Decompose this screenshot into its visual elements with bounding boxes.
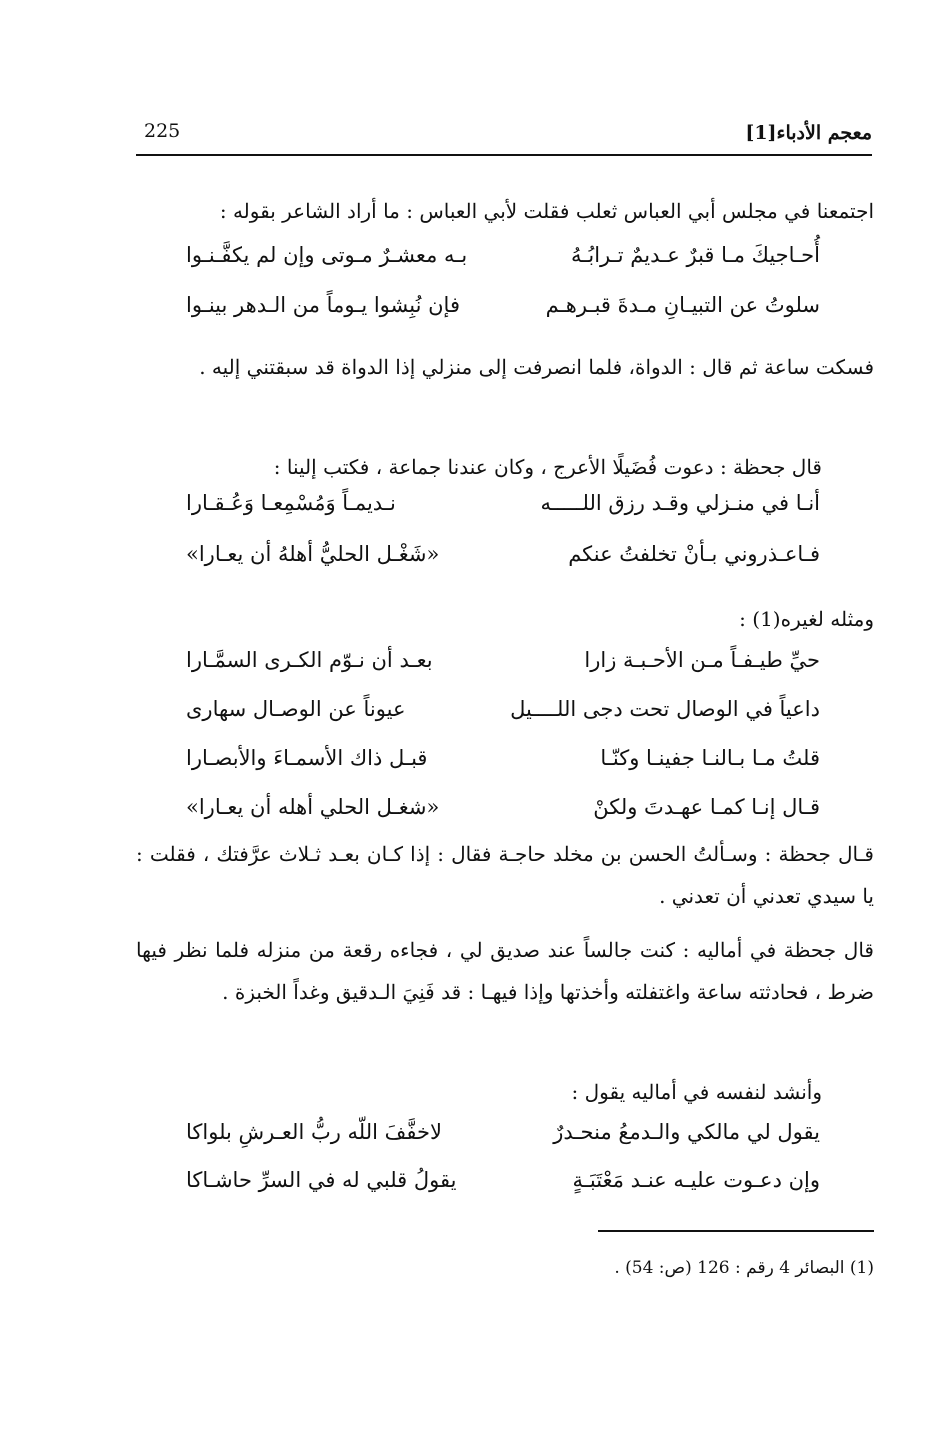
- verse-first-hemistich: داعياً في الوصال تحت دجى اللــــيل: [510, 697, 820, 721]
- paragraph-3: قال جحظة : دعوت فُضَيلًا الأعرج ، وكان عندنا جماعة ، فكتب إلينا :: [273, 455, 822, 479]
- verse-first-hemistich: قلتُ مـا بـالنـا جفينـا وكنّـا: [600, 746, 820, 770]
- verse-second-hemistich: نـديمـاً وَمُسْمِعـا وَعُـقـارا: [186, 491, 396, 515]
- verse-line: [186, 491, 820, 531]
- verse-second-hemistich: لاخفَّفَ اللّه ربُّ العـرشِ بلواكا: [186, 1120, 442, 1144]
- paragraph-7: وأنشد لنفسه في أماليه يقول :: [571, 1080, 822, 1104]
- verse-line: [186, 795, 820, 835]
- running-header: [136, 118, 872, 152]
- verse-second-hemistich: بعـد أن نـوّم الكـرى السمَّـارا: [186, 648, 433, 672]
- verse-line: [186, 243, 820, 283]
- verse-line: [186, 1168, 820, 1208]
- verse-second-hemistich: قبـل ذاك الأسمـاءَ والأبصـارا: [186, 746, 428, 770]
- verse-second-hemistich: «شَغْـل الحليُّ أهلهُ أن يعـارا»: [186, 542, 440, 566]
- page-number: 225: [144, 120, 181, 142]
- paragraph-5: قـال جحظة : وسـألتُ الحسن بن مخلد حاجـة فقال : إذا كـان بعـد ثـلاث عرَّفتك ، فقلت : يا سيدي تعدني أن تعدني .: [136, 842, 874, 908]
- verse-first-hemistich: أنـا في منـزلي وقـد رزق اللـــــه: [540, 491, 820, 515]
- verse-line: [186, 746, 820, 786]
- book-title: معجم الأدباء[1]: [745, 122, 872, 144]
- verse-first-hemistich: فـاعـذروني بـأنْ تخلفتُ عنكم: [568, 542, 820, 566]
- paragraph-1: اجتمعنا في مجلس أبي العباس ثعلب فقلت لأبي العباس : ما أراد الشاعر بقوله :: [219, 199, 874, 223]
- verse-second-hemistich: بـه معشـرٌ مـوتى وإن لم يكفَّـنـوا: [186, 243, 468, 267]
- footnote: (1) البصائر 4 رقم : 126 (ص: 54) .: [614, 1258, 874, 1278]
- verse-line: [186, 648, 820, 688]
- verse-line: [186, 542, 820, 582]
- paragraph-2: فسكت ساعة ثم قال : الدواة، فلما انصرفت إلى منزلي إذا الدواة قد سبقتني إليه .: [199, 355, 874, 379]
- verse-first-hemistich: سلوتُ عن التبيـانِ مـدةَ قبـرهـم: [545, 293, 820, 317]
- verse-first-hemistich: أُحـاجيكَ مـا قبرٌ عـديمٌ تـرابُـهُ: [570, 243, 820, 267]
- verse-first-hemistich: قـال إنـا كمـا عهـدتَ ولكنْ: [593, 795, 820, 819]
- footnote-divider: [598, 1230, 874, 1232]
- verse-line: [186, 1120, 820, 1160]
- paragraph-6: قال جحظة في أماليه : كنت جالساً عند صديق لي ، فجاءه رقعة من منزله فلما نظر فيها ضرط ، فحادثته ساعة واغتفلته وأخذتها وإذا فيهـا : قد فَنِيَ الـدقيق وغداً الخبزة .: [136, 938, 874, 1004]
- verse-second-hemistich: «شغـل الحلي أهله أن يعـارا»: [186, 795, 440, 819]
- verse-second-hemistich: فإن نُبِشوا يـوماً من الـدهر بينـوا: [186, 293, 460, 317]
- header-divider: [136, 154, 872, 156]
- verse-first-hemistich: يقول لي مالكي والـدمعُ منحـدرٌ: [553, 1120, 820, 1144]
- verse-second-hemistich: عيوناً عن الوصـال سهارى: [186, 697, 406, 721]
- verse-second-hemistich: يقولُ قلبي له في السرِّ حاشـاكا: [186, 1168, 457, 1192]
- paragraph-4: ومثله لغيره(1) :: [739, 607, 874, 631]
- verse-line: [186, 697, 820, 737]
- verse-line: [186, 293, 820, 333]
- verse-first-hemistich: وإن دعـوت عليـه عنـد مَعْتَبَـةٍ: [572, 1168, 820, 1192]
- verse-first-hemistich: حيِّ طيـفـاً مـن الأحـبـة زارا: [584, 648, 820, 672]
